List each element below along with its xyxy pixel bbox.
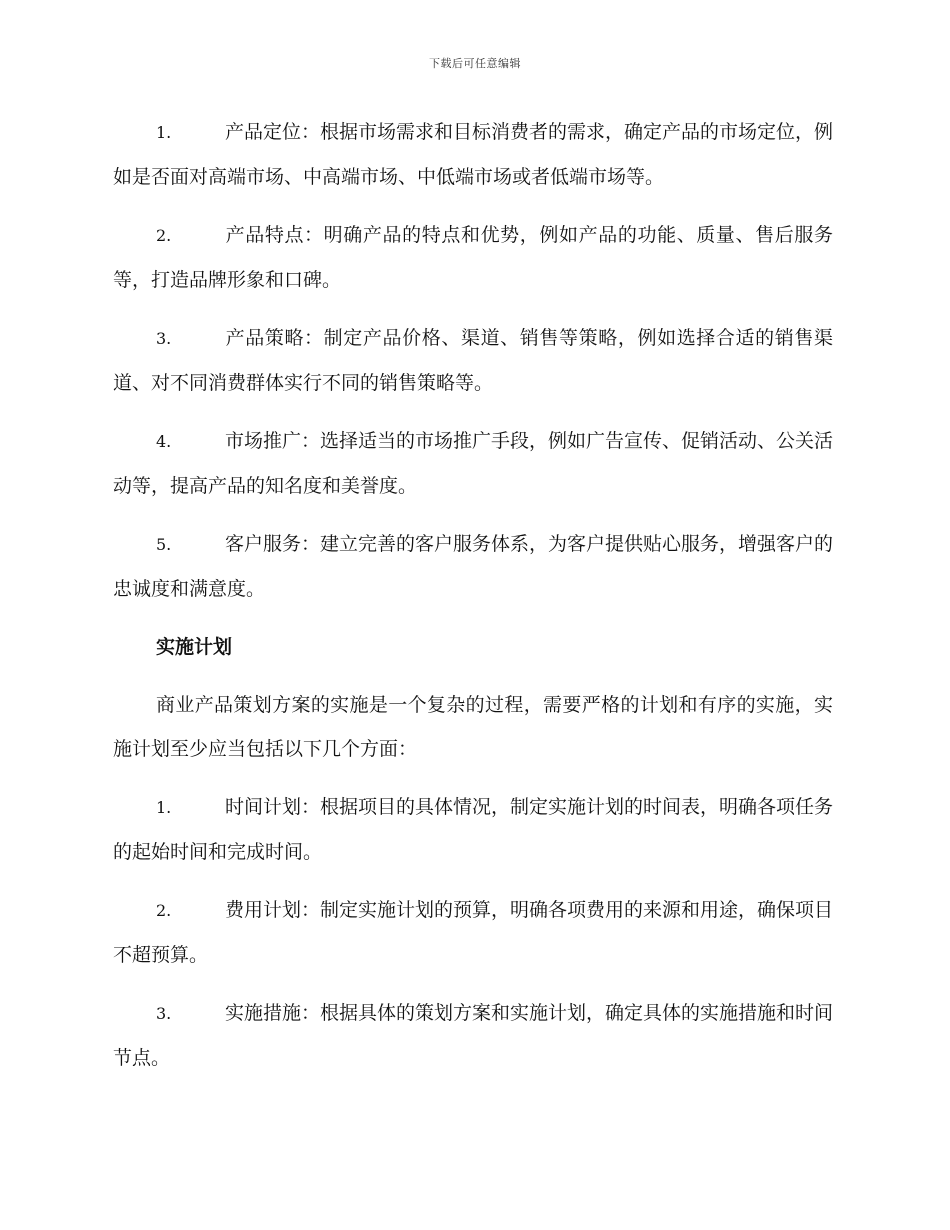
list-text: 时间计划：根据项目的具体情况，制定实施计划的时间表，明确各项任务的起始时间和完成时间。 (113, 796, 834, 863)
list-text: 实施措施：根据具体的策划方案和实施计划，确定具体的实施措施和时间节点。 (113, 1002, 834, 1069)
list-text: 费用计划：制定实施计划的预算，明确各项费用的来源和用途，确保项目不超预算。 (113, 899, 834, 966)
section-intro: 商业产品策划方案的实施是一个复杂的过程，需要严格的计划和有序的实施，实施计划至少应当包括以下几个方面： (113, 694, 833, 760)
list-text: 产品特点：明确产品的特点和优势，例如产品的功能、质量、售后服务等，打造品牌形象和口碑。 (113, 224, 833, 291)
list-item (113, 110, 833, 199)
list-number: 1. (156, 798, 172, 817)
list-number: 3. (156, 329, 172, 348)
list-text: 产品策略：制定产品价格、渠道、销售等策略，例如选择合适的销售渠道、对不同消费群体实行不同的销售策略等。 (113, 327, 833, 394)
list-item (113, 522, 833, 611)
document-body (113, 110, 833, 1094)
list-item (113, 213, 833, 302)
page-header: 下载后可任意编辑 (429, 57, 521, 70)
list-number: 4. (156, 432, 172, 451)
list-number: 2. (156, 226, 172, 245)
list-number: 3. (156, 1004, 172, 1023)
list-number: 2. (156, 901, 172, 920)
list-number: 5. (156, 535, 172, 554)
list-text: 市场推广：选择适当的市场推广手段，例如广告宣传、促销活动、公关活动等，提高产品的知名度和美誉度。 (113, 430, 834, 497)
list-text: 客户服务：建立完善的客户服务体系，为客户提供贴心服务，增强客户的忠诚度和满意度。 (113, 533, 834, 600)
list-item (113, 316, 833, 405)
list-text: 产品定位：根据市场需求和目标消费者的需求，确定产品的市场定位，例如是否面对高端市场、中高端市场、中低端市场或者低端市场等。 (113, 121, 834, 188)
list-number: 1. (156, 123, 172, 142)
list-item (113, 419, 833, 508)
section-heading: 实施计划 (156, 636, 233, 658)
list-item (113, 785, 833, 874)
list-item (113, 991, 833, 1080)
list-item (113, 888, 833, 977)
